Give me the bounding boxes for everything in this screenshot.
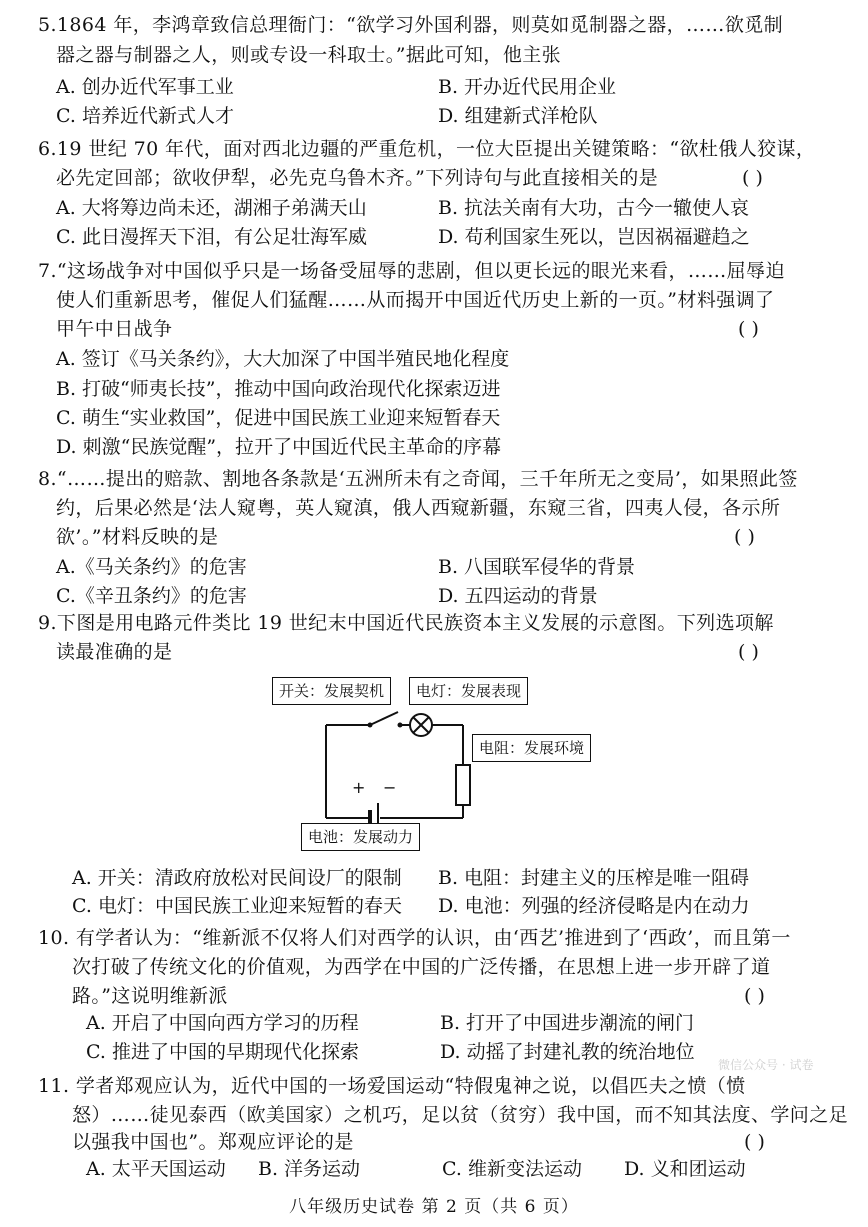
q7-stem-line-3: 甲午中日战争 [56, 318, 173, 340]
q5-stem-line-2: 器之器与制器之人，则或专设一科取士。”据此可知，他主张 [56, 44, 562, 66]
q9-stem-line-1: 9.下图是用电路元件类比 19 世纪末中国近代民族资本主义发展的示意图。下列选项解 [38, 612, 774, 634]
q8-option-d: D. 五四运动的背景 [438, 585, 598, 607]
q6-option-c: C. 此日漫挥天下泪，有公足壮海军威 [56, 226, 367, 248]
q11-stem-line-3: 以强我中国也”。郑观应评论的是 [72, 1131, 354, 1153]
q11-stem-line-1: 11. 学者郑观应认为，近代中国的一场爱国运动“特假鬼神之说，以倡匹夫之愤（愤 [38, 1075, 746, 1097]
q11-stem-line-2: 怒）……徒见泰西（欧美国家）之机巧，足以贫（贫穷）我中国，而不知其法度、学问之足 [72, 1104, 849, 1126]
q6-option-a: A. 大将筹边尚未还，湖湘子弟满天山 [56, 197, 367, 219]
q6-option-d: D. 苟利国家生死以，岂因祸福避趋之 [438, 226, 750, 248]
page-footer: 八年级历史试卷 第 2 页（共 6 页） [289, 1197, 579, 1217]
lamp-label-box: 电灯：发展表现 [409, 677, 528, 705]
q10-option-a: A. 开启了中国向西方学习的历程 [86, 1012, 359, 1034]
q10-stem-line-1: 10. 有学者认为：“维新派不仅将人们对西学的认识，由‘西艺’推进到了‘西政’，而且第一 [38, 927, 791, 949]
switch-contact [398, 723, 403, 728]
q11-option-d: D. 义和团运动 [624, 1158, 746, 1180]
q5-option-c: C. 培养近代新式人才 [56, 105, 234, 127]
resistor-label-box: 电阻：发展环境 [472, 734, 591, 762]
battery-label-box: 电池：发展动力 [301, 823, 420, 851]
q6-stem-line-1: 6.19 世纪 70 年代，面对西北边疆的严重危机，一位大臣提出关键策略：“欲杜俄人狡谋， [38, 138, 816, 160]
switch-label-box: 开关：发展契机 [272, 677, 391, 705]
q7-option-c: C. 萌生“实业救国”，促进中国民族工业迎来短暂春天 [56, 407, 501, 429]
q8-option-c: C.《辛丑条约》的危害 [56, 585, 247, 607]
q5-option-a: A. 创办近代军事工业 [56, 76, 234, 98]
battery-minus-sign: − [383, 778, 397, 797]
switch-pivot [368, 723, 373, 728]
q8-stem-line-2: 约，后果必然是‘法人窥粤，英人窥滇，俄人西窥新疆，东窥三省，四夷人侵，各示所 [56, 497, 781, 519]
switch-lever-icon [370, 712, 398, 725]
q10-stem-line-3: 路。”这说明维新派 [72, 985, 228, 1007]
q11-option-b: B. 洋务运动 [258, 1158, 361, 1180]
q8-stem-line-3: 欲’。”材料反映的是 [56, 526, 219, 548]
q8-stem-line-1: 8.“……提出的赔款、割地各条款是‘五洲所未有之奇闻，三千年所无之变局’，如果照此签 [38, 468, 798, 490]
q9-option-c: C. 电灯：中国民族工业迎来短暂的春天 [72, 895, 402, 917]
q7-stem-line-1: 7.“这场战争对中国似乎只是一场备受屈辱的悲剧，但以更长远的眼光来看，……屈辱迫 [38, 260, 785, 282]
resistor-icon [456, 765, 470, 805]
q7-stem-line-2: 使人们重新思考，催促人们猛醒……从而揭开中国近代历史上新的一页。”材料强调了 [56, 289, 775, 311]
q8-answer-bracket: ( ) [734, 526, 755, 548]
q11-answer-bracket: ( ) [744, 1131, 765, 1153]
watermark-text: 微信公众号 · 试卷 [718, 1058, 814, 1072]
q6-stem-line-2: 必先定回部；欲收伊犁，必先克乌鲁木齐。”下列诗句与此直接相关的是 [56, 167, 659, 189]
q8-option-b: B. 八国联军侵华的背景 [438, 556, 636, 578]
q7-option-b: B. 打破“师夷长技”，推动中国向政治现代化探索迈进 [56, 378, 501, 400]
q10-stem-line-2: 次打破了传统文化的价值观，为西学在中国的广泛传播，在思想上进一步开辟了道 [72, 956, 771, 978]
q9-stem-line-2: 读最准确的是 [56, 641, 173, 663]
q5-option-b: B. 开办近代民用企业 [438, 76, 617, 98]
q10-option-c: C. 推进了中国的早期现代化探索 [86, 1041, 359, 1063]
q8-option-a: A.《马关条约》的危害 [56, 556, 247, 578]
q10-option-b: B. 打开了中国进步潮流的闸门 [440, 1012, 695, 1034]
q10-answer-bracket: ( ) [744, 985, 765, 1007]
q7-option-a: A. 签订《马关条约》，大大加深了中国半殖民地化程度 [56, 348, 510, 370]
q9-option-b: B. 电阻：封建主义的压榨是唯一阻碍 [438, 867, 750, 889]
lamp-icon [410, 714, 432, 736]
q11-option-c: C. 维新变法运动 [442, 1158, 582, 1180]
q5-stem-line-1: 5.1864 年，李鸿章致信总理衙门：“欲学习外国利器，则莫如觅制器之器，……欲觅制 [38, 14, 784, 36]
q10-option-d: D. 动摇了封建礼教的统治地位 [440, 1041, 695, 1063]
q6-option-b: B. 抗法关南有大功，古今一辙使人哀 [438, 197, 750, 219]
q5-option-d: D. 组建新式洋枪队 [438, 105, 598, 127]
q7-answer-bracket: ( ) [738, 318, 759, 340]
q9-answer-bracket: ( ) [738, 641, 759, 663]
q11-option-a: A. 太平天国运动 [86, 1158, 226, 1180]
q9-option-d: D. 电池：列强的经济侵略是内在动力 [438, 895, 750, 917]
q6-answer-bracket: ( ) [742, 167, 763, 189]
battery-plus-sign: + [352, 778, 366, 797]
q9-option-a: A. 开关：清政府放松对民间设厂的限制 [72, 867, 402, 889]
q7-option-d: D. 刺激“民族觉醒”，拉开了中国近代民主革命的序幕 [56, 436, 502, 458]
